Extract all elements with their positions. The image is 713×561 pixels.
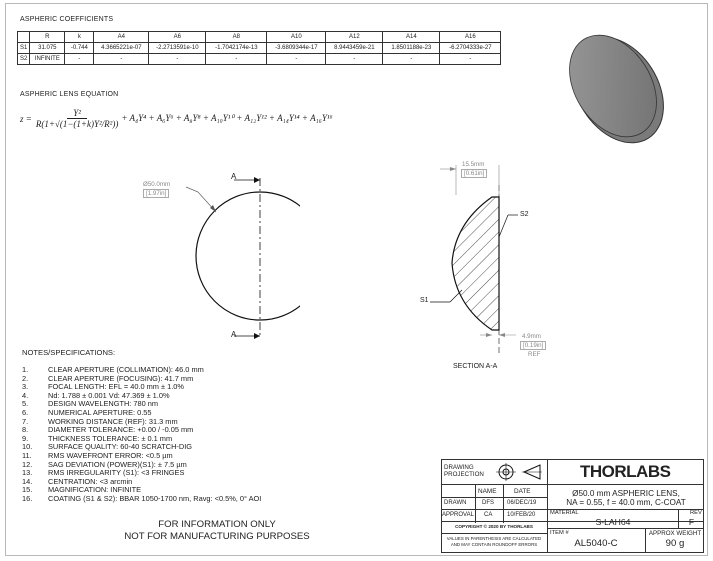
note-item: 16. COATING (S1 & S2): BBAR 1050-1700 nm, Ravg: <0.5%, 0° AOI	[22, 493, 262, 503]
header-cell: A12	[326, 32, 383, 43]
table-cell: -	[267, 54, 326, 65]
note-item: 5. DESIGN WAVELENGTH: 780 nm	[22, 399, 159, 409]
note-item: 4. Nd: 1.788 ± 0.001 Vd: 47.369 ± 1.0%	[22, 390, 170, 400]
header-cell: A10	[267, 32, 326, 43]
weight-value: 90 g	[665, 538, 685, 549]
table-cell: -2.2713591e-10	[149, 43, 206, 54]
coefficients-row-s2	[18, 54, 501, 65]
tb-col-line	[475, 485, 476, 523]
note-item: 10. SURFACE QUALITY: 60-40 SCRATCH-DIG	[22, 442, 193, 452]
not-for-manufacturing-note: NOT FOR MANUFACTURING PURPOSES	[124, 531, 310, 542]
approval-date: 10/FEB/20	[507, 512, 536, 518]
tb-row-line	[441, 509, 547, 510]
table-cell: -	[149, 54, 206, 65]
note-item: 7. WORKING DISTANCE (REF): 31.3 mm	[22, 416, 178, 426]
equation-title: ASPHERIC LENS EQUATION	[20, 91, 119, 98]
header-cell: k	[65, 32, 94, 43]
surface-s1-label: S1	[420, 297, 429, 304]
info-only-note: FOR INFORMATION ONLY	[158, 519, 276, 530]
coefficients-table	[17, 31, 501, 65]
surface-s2-label: S2	[520, 211, 529, 218]
section-label-bottom: A	[231, 330, 237, 339]
edge-in-label: [0.19in]	[520, 341, 546, 350]
header-cell	[18, 32, 30, 43]
note-item: 15. MAGNIFICATION: INFINITE	[22, 485, 142, 495]
material-value: S-LAH64	[595, 517, 631, 527]
diameter-mm-label: Ø50.0mm	[143, 181, 171, 188]
header-cell: A8	[206, 32, 267, 43]
edge-mm-label: 4.9mm	[522, 333, 541, 340]
note-item: 14. CENTRATION: <3 arcmin	[22, 476, 133, 486]
tb-row-line	[441, 533, 547, 534]
approval-name: CA	[484, 512, 493, 518]
part-description-line2: NA = 0.55, f = 40.0 mm, C-COAT	[566, 498, 686, 507]
table-cell: -6.2704333e-27	[440, 43, 501, 54]
equation-lhs: z =	[20, 113, 32, 124]
drawing-projection-label: DRAWING PROJECTION	[444, 464, 484, 478]
equation-fraction	[36, 108, 119, 129]
projection-symbol-icon	[494, 462, 544, 482]
weight-label: APPROX WEIGHT	[648, 530, 702, 537]
table-cell: -	[383, 54, 440, 65]
note-item: 1. CLEAR APERTURE (COLLIMATION): 46.0 mm	[22, 365, 204, 374]
table-cell: 1.8501188e-23	[383, 43, 440, 54]
part-description-line1: Ø50.0 mm ASPHERIC LENS,	[572, 489, 680, 498]
table-cell: S2	[18, 54, 30, 65]
lens-3d-render	[560, 28, 668, 148]
approval-label: APPROVAL	[442, 512, 474, 518]
table-cell: -	[65, 54, 94, 65]
note-item: 8. DIAMETER TOLERANCE: +0.00 / -0.05 mm	[22, 425, 194, 435]
note-item: 6. NUMERICAL APERTURE: 0.55	[22, 407, 152, 417]
header-cell: R	[30, 32, 65, 43]
header-cell: A14	[383, 32, 440, 43]
rev-value: F	[688, 517, 695, 527]
tb-row-line	[441, 497, 547, 498]
ref-label: REF	[528, 351, 541, 358]
coefficients-title: ASPHERIC COEFFICIENTS	[20, 16, 114, 23]
table-cell: -0.744	[65, 43, 94, 54]
equation-numerator: Y²	[67, 108, 87, 119]
roundoff-disclaimer: VALUES IN PARENTHESIS ARE CALCULATED AND MAY CONTAIN ROUNDOFF ERRORS	[446, 536, 542, 547]
thorlabs-logo: THORLABS	[580, 462, 671, 481]
copyright-notice: COPYRIGHT © 2020 BY THORLABS	[455, 524, 533, 529]
drawn-name: DFS	[482, 500, 494, 506]
section-label-top: A	[231, 172, 237, 181]
tb-row-line	[547, 528, 704, 529]
notes-list	[22, 366, 261, 504]
coefficients-header-row	[18, 32, 501, 43]
material-label: MATERIAL	[550, 510, 579, 516]
coefficients-row-s1	[18, 43, 501, 54]
table-cell: 31.075	[30, 43, 65, 54]
item-label: ITEM #	[550, 530, 569, 536]
item-number: AL5040-C	[574, 538, 618, 549]
note-item: 11. RMS WAVEFRONT ERROR: <0.5 µm	[22, 450, 173, 460]
table-cell: -1.7042174e-13	[206, 43, 267, 54]
table-cell: 8.9443459e-21	[326, 43, 383, 54]
rev-label: REV	[690, 510, 702, 516]
note-item: 12. SAG DEVIATION (POWER)(S1): ± 7.5 µm	[22, 459, 187, 469]
header-cell: A4	[94, 32, 149, 43]
table-cell: INFINITE	[30, 54, 65, 65]
note-item: 2. CLEAR APERTURE (FOCUSING): 41.7 mm	[22, 373, 194, 383]
table-cell: -	[440, 54, 501, 65]
aspheric-equation	[20, 108, 333, 129]
tb-col-line	[503, 485, 504, 523]
note-item: 9. THICKNESS TOLERANCE: ± 0.1 mm	[22, 433, 173, 443]
note-item: 3. FOCAL LENGTH: EFL = 40.0 mm ± 1.0%	[22, 382, 184, 392]
equation-terms: + A₄Y⁴ + A₆Y⁶ + A₈Y⁸ + A₁₀Y¹⁰ + A₁₂Y¹² + A₁₄Y¹⁴ + A₁₆Y¹⁶	[121, 113, 333, 123]
thickness-mm-label: 15.5mm	[462, 161, 485, 168]
notes-title: NOTES/SPECIFICATIONS:	[22, 348, 116, 357]
table-cell: -	[94, 54, 149, 65]
drawn-date: 06/DEC/19	[507, 500, 537, 506]
name-header: NAME	[478, 488, 497, 495]
section-caption: SECTION A-A	[453, 363, 498, 370]
note-item: 13. RMS IRREGULARITY (S1): <3 FRINGES	[22, 468, 185, 478]
diameter-in-label: [1.97in]	[143, 189, 169, 198]
drawn-label: DRAWN	[444, 500, 467, 506]
thickness-in-label: [0.61in]	[461, 169, 487, 178]
equation-denominator: R(1+√(1−(1+k)Y²/R²))	[35, 119, 119, 129]
table-cell: S1	[18, 43, 30, 54]
table-cell: 4.3665221e-07	[94, 43, 149, 54]
table-cell: -	[206, 54, 267, 65]
table-cell: -3.6809344e-17	[267, 43, 326, 54]
date-header: DATE	[514, 488, 531, 495]
header-cell: A6	[149, 32, 206, 43]
table-cell: -	[326, 54, 383, 65]
header-cell: A16	[440, 32, 501, 43]
